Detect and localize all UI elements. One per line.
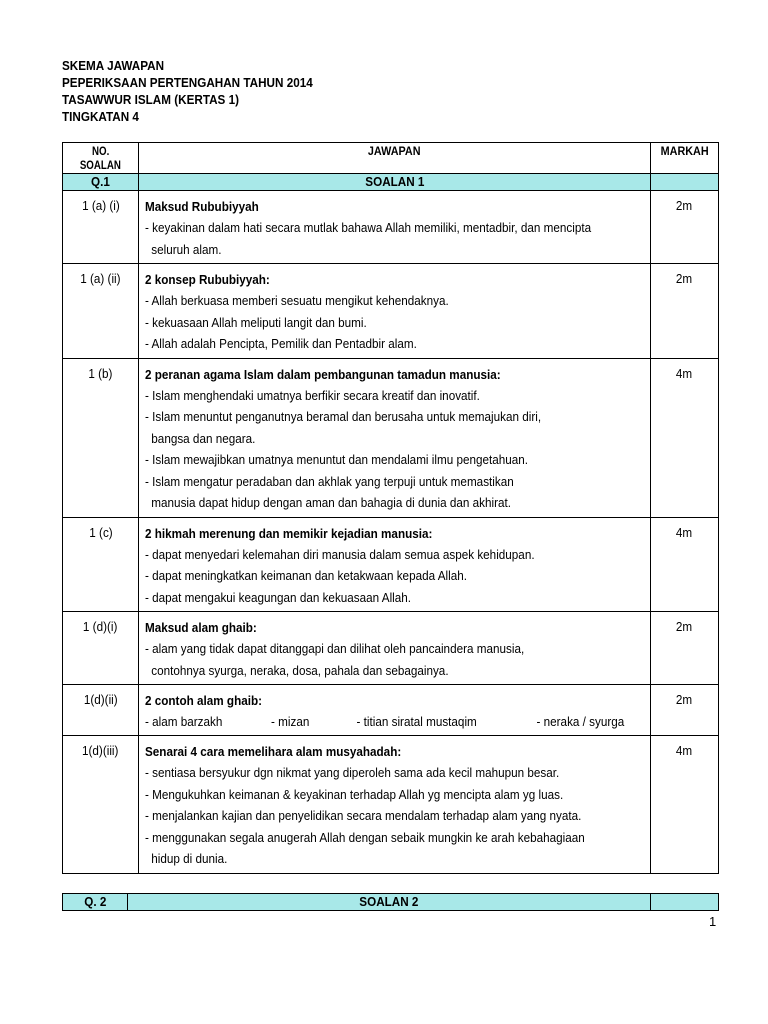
answer-line: manusia dapat hidup dengan aman dan bahagia di dunia dan akhirat.	[151, 495, 512, 510]
answer-title: Maksud alam ghaib:	[145, 620, 257, 635]
marks-cell: 4m	[651, 517, 719, 612]
answer-line: - dapat mengakui keagungan dan kekuasaan Allah.	[145, 589, 412, 605]
answer-line: - menggunakan segala anugerah Allah dengan sebaik mungkin ke arah kebahagiaan	[145, 829, 585, 845]
section-title: SOALAN 2	[128, 894, 651, 911]
answer-cell	[139, 612, 651, 685]
answer-line: hidup di dunia.	[151, 851, 228, 866]
answer-line: - sentiasa bersyukur dgn nikmat yang diperoleh sama ada kecil mahupun besar.	[145, 765, 560, 780]
header-title: SKEMA JAWAPAN	[62, 58, 165, 73]
header-subject: TASAWWUR ISLAM (KERTAS 1)	[62, 92, 240, 107]
marks-cell: 2m	[651, 685, 719, 736]
answer-item: - mizan	[271, 714, 310, 729]
answer-line: - alam yang tidak dapat ditanggapi dan dilihat oleh pancaindera manusia,	[145, 641, 525, 656]
question-number: 1(d)(ii)	[63, 685, 139, 736]
document-header	[62, 57, 313, 125]
table-row	[63, 358, 719, 517]
answer-title: 2 contoh alam ghaib:	[145, 693, 263, 708]
col-header-marks: MARKAH	[651, 143, 719, 174]
section-title: SOALAN 1	[139, 174, 651, 191]
answer-cell	[139, 517, 651, 612]
answer-line: - kekuasaan Allah meliputi langit dan bumi.	[145, 314, 367, 330]
table-row	[63, 517, 719, 612]
page-number: 1	[709, 914, 717, 929]
table-row	[63, 612, 719, 685]
marks-cell: 2m	[651, 264, 719, 359]
section-marks	[651, 894, 719, 911]
answer-title: Maksud Rububiyyah	[145, 199, 259, 214]
answer-cell	[139, 736, 651, 874]
answer-item: - titian siratal mustaqim	[356, 714, 477, 729]
answer-title: 2 hikmah merenung dan memikir kejadian manusia:	[145, 525, 433, 541]
answer-line: - dapat menyedari kelemahan diri manusia dalam semua aspek kehidupan.	[145, 546, 535, 562]
answer-line: - Islam mewajibkan umatnya menuntut dan mendalami ilmu pengetahuan.	[145, 452, 529, 467]
answer-table	[62, 142, 719, 874]
answer-line: seluruh alam.	[151, 241, 222, 257]
answer-items	[145, 711, 643, 732]
section-marks	[651, 174, 719, 191]
answer-cell	[139, 685, 651, 736]
col-header-no: NO. SOALAN	[63, 143, 139, 174]
marks-cell: 2m	[651, 191, 719, 264]
table-row	[63, 264, 719, 359]
section-no: Q.1	[63, 174, 139, 191]
question-number: 1 (c)	[63, 517, 139, 612]
col-header-answer: JAWAPAN	[139, 143, 651, 174]
header-form: TINGKATAN 4	[62, 109, 139, 124]
answer-rows	[63, 191, 719, 874]
marks-cell: 4m	[651, 358, 719, 517]
answer-line: - dapat meningkatkan keimanan dan ketakwaan kepada Allah.	[145, 568, 467, 583]
table-row	[63, 736, 719, 874]
header-exam: PEPERIKSAAN PERTENGAHAN TAHUN 2014	[62, 75, 313, 90]
table-header-row	[63, 143, 719, 174]
question-number: 1 (d)(i)	[63, 612, 139, 685]
section-table-q2	[62, 893, 719, 911]
question-number: 1 (b)	[63, 358, 139, 517]
answer-line: - Mengukuhkan keimanan & keyakinan terhadap Allah yg mencipta alam yg luas.	[145, 786, 564, 802]
answer-title: 2 peranan agama Islam dalam pembangunan tamadun manusia:	[145, 366, 501, 382]
question-number: 1 (a) (i)	[63, 191, 139, 264]
question-number: 1 (a) (ii)	[63, 264, 139, 359]
section-row-q2	[63, 894, 719, 911]
answer-line: - Allah adalah Pencipta, Pemilik dan Pentadbir alam.	[145, 336, 417, 351]
answer-line: - Allah berkuasa memberi sesuatu mengikut kehendaknya.	[145, 293, 449, 308]
answer-cell	[139, 264, 651, 359]
table-row	[63, 191, 719, 264]
section-row-q1	[63, 174, 719, 191]
answer-line: - menjalankan kajian dan penyelidikan secara mendalam terhadap alam yang nyata.	[145, 808, 582, 823]
marks-cell: 4m	[651, 736, 719, 874]
answer-title: 2 konsep Rububiyyah:	[145, 272, 270, 287]
question-number: 1(d)(iii)	[63, 736, 139, 874]
answer-cell	[139, 191, 651, 264]
section-no: Q. 2	[63, 894, 128, 911]
answer-title: Senarai 4 cara memelihara alam musyahadah:	[145, 744, 402, 759]
answer-item: - neraka / syurga	[536, 714, 625, 729]
table-row	[63, 685, 719, 736]
answer-line: - Islam menuntut penganutnya beramal dan berusaha untuk memajukan diri,	[145, 409, 542, 424]
marks-cell: 2m	[651, 612, 719, 685]
answer-line: - Islam mengatur peradaban dan akhlak yang terpuji untuk memastikan	[145, 473, 514, 489]
answer-line: contohnya syurga, neraka, dosa, pahala dan sebagainya.	[151, 662, 449, 678]
answer-cell	[139, 358, 651, 517]
answer-line: - Islam menghendaki umatnya berfikir secara kreatif dan inovatif.	[145, 387, 480, 403]
answer-item: - alam barzakh	[145, 714, 223, 729]
answer-line: bangsa dan negara.	[151, 430, 256, 446]
answer-line: - keyakinan dalam hati secara mutlak bahawa Allah memiliki, mentadbir, dan mencipta	[145, 220, 592, 235]
